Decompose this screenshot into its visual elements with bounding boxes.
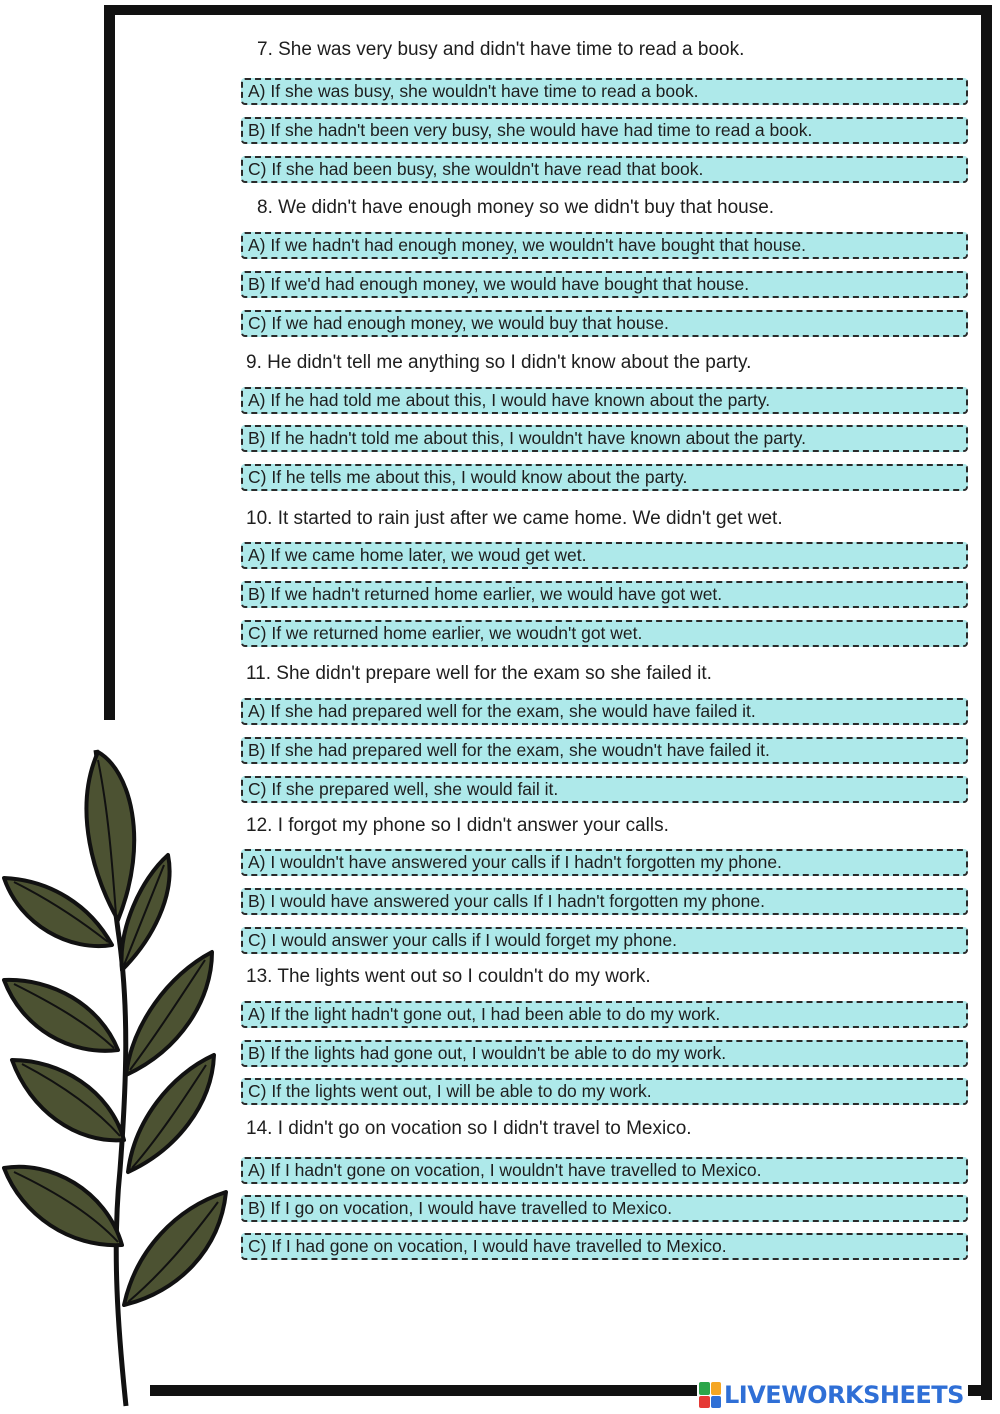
answer-option[interactable]: C) If the lights went out, I will be able to do my work. <box>241 1078 968 1105</box>
frame-right-border <box>981 5 992 1400</box>
answer-option[interactable]: B) If the lights had gone out, I wouldn't be able to do my work. <box>241 1040 968 1067</box>
answer-option[interactable]: B) I would have answered your calls If I hadn't forgotten my phone. <box>241 888 968 915</box>
question-title: 10. It started to rain just after we came home. We didn't get wet. <box>246 508 783 529</box>
liveworksheets-wordmark: LIVEWORKSHEETS <box>724 1381 964 1409</box>
answer-option[interactable]: A) If she was busy, she wouldn't have time to read a book. <box>241 78 968 105</box>
question-title: 14. I didn't go on vocation so I didn't travel to Mexico. <box>246 1118 692 1139</box>
answer-option[interactable]: A) If he had told me about this, I would have known about the party. <box>241 387 968 414</box>
answer-option[interactable]: A) I wouldn't have answered your calls if I hadn't forgotten my phone. <box>241 849 968 876</box>
question-title: 9. He didn't tell me anything so I didn't know about the party. <box>246 352 752 373</box>
question-title: 7. She was very busy and didn't have time to read a book. <box>257 39 745 60</box>
frame-left-border <box>104 5 115 720</box>
liveworksheets-logo <box>697 1380 968 1410</box>
answer-option[interactable]: A) If the light hadn't gone out, I had been able to do my work. <box>241 1001 968 1028</box>
answer-option[interactable]: A) If we came home later, we woud get wet. <box>241 542 968 569</box>
answer-option[interactable]: A) If we hadn't had enough money, we wouldn't have bought that house. <box>241 232 968 259</box>
answer-option[interactable]: B) If she hadn't been very busy, she would have had time to read a book. <box>241 117 968 144</box>
question-title: 8. We didn't have enough money so we didn't buy that house. <box>257 197 775 218</box>
liveworksheets-mark-icon <box>699 1382 721 1408</box>
answer-option[interactable]: C) If she prepared well, she would fail it. <box>241 776 968 803</box>
answer-option[interactable]: A) If I hadn't gone on vocation, I wouldn't have travelled to Mexico. <box>241 1157 968 1184</box>
answer-option[interactable]: B) If we hadn't returned home earlier, we would have got wet. <box>241 581 968 608</box>
leaf-branch-illustration <box>0 730 240 1410</box>
answer-option[interactable]: C) If she had been busy, she wouldn't have read that book. <box>241 156 968 183</box>
answer-option[interactable]: C) If we had enough money, we would buy that house. <box>241 310 968 337</box>
answer-option[interactable]: A) If she had prepared well for the exam, she would have failed it. <box>241 698 968 725</box>
answer-option[interactable]: C) I would answer your calls if I would forget my phone. <box>241 927 968 954</box>
answer-option[interactable]: B) If she had prepared well for the exam, she woudn't have failed it. <box>241 737 968 764</box>
answer-option[interactable]: C) If we returned home earlier, we woudn't got wet. <box>241 620 968 647</box>
answer-option[interactable]: B) If we'd had enough money, we would have bought that house. <box>241 271 968 298</box>
answer-option[interactable]: B) If he hadn't told me about this, I wouldn't have known about the party. <box>241 425 968 452</box>
question-title: 11. She didn't prepare well for the exam so she failed it. <box>246 663 712 684</box>
question-title: 12. I forgot my phone so I didn't answer your calls. <box>246 815 669 836</box>
frame-top-border <box>104 5 992 15</box>
answer-option[interactable]: C) If he tells me about this, I would know about the party. <box>241 464 968 491</box>
answer-option[interactable]: B) If I go on vocation, I would have travelled to Mexico. <box>241 1195 968 1222</box>
question-title: 13. The lights went out so I couldn't do my work. <box>246 966 651 987</box>
answer-option[interactable]: C) If I had gone on vocation, I would have travelled to Mexico. <box>241 1233 968 1260</box>
